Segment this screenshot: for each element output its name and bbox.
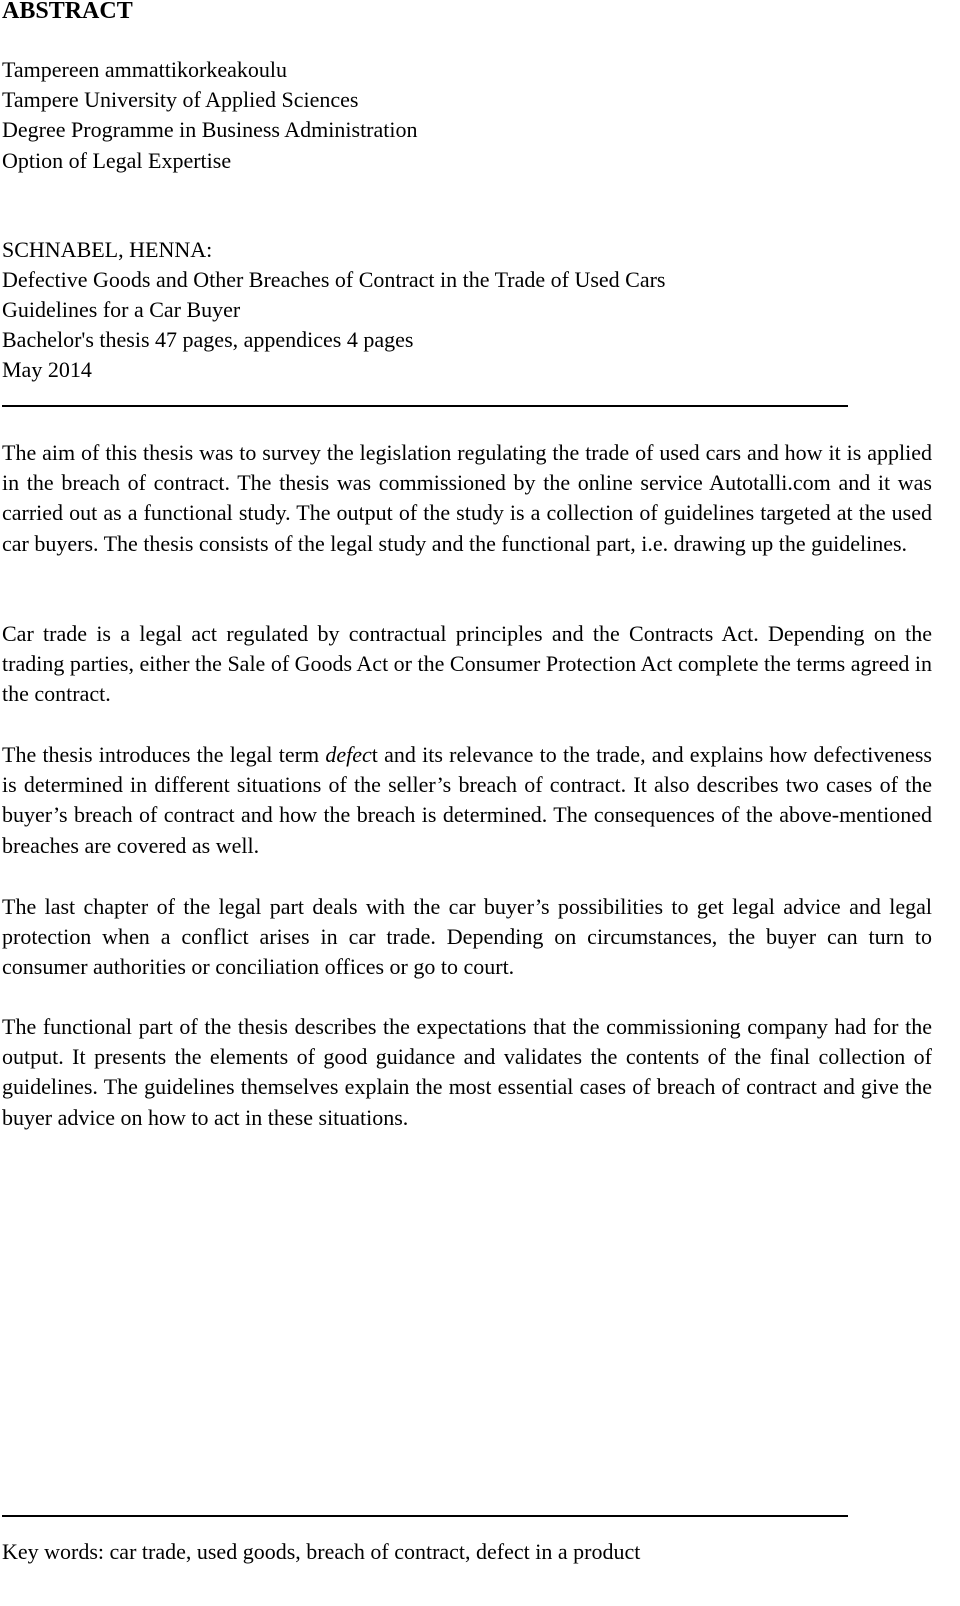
abstract-paragraph-4: The last chapter of the legal part deals with the car buyer’s possibilities to get legal advice and legal protection when a conflict arises in car trade. Depending on circumstances, the buyer can turn to consumer authorities or conciliation offices or go to court.: [2, 894, 932, 980]
thesis-extent: Bachelor's thesis 47 pages, appendices 4 pages: [2, 327, 414, 352]
abstract-heading: ABSTRACT: [2, 0, 133, 24]
p3-text-after: t and its relevance to the trade, and explains how defectiveness is determined in different situations of the seller’s breach of contract. It also describes two cases of the buyer’s breach of contract and how the breach is determined. The consequences of the above-mentioned breaches are covered as well.: [2, 742, 932, 858]
thesis-meta-block: [2, 325, 932, 385]
abstract-paragraph-2: Car trade is a legal act regulated by contractual principles and the Contracts Act. Depending on the trading parties, either the Sale of Goods Act or the Consumer Protection Act complete the terms agreed in the contract.: [2, 621, 932, 707]
abstract-paragraph-1: The aim of this thesis was to survey the legislation regulating the trade of used cars and how it is applied in the breach of contract. The thesis was commissioned by the online service Autotalli.com and it was carried out as a functional study. The output of the study is a collection of guidelines targeted at the used car buyers. The thesis consists of the legal study and the functional part, i.e. drawing up the guidelines.: [2, 440, 932, 556]
thesis-date: May 2014: [2, 357, 92, 383]
institution-name-en: Tampere University of Applied Sciences: [2, 87, 359, 113]
degree-programme: Degree Programme in Business Administration: [2, 117, 418, 143]
thesis-subtitle: Guidelines for a Car Buyer: [2, 297, 241, 323]
header-divider: [2, 405, 848, 407]
institution-block: [2, 55, 932, 176]
p3-emphasis-defect: defec: [325, 742, 372, 767]
thesis-title-block: [2, 235, 932, 326]
abstract-paragraph-3: [2, 740, 932, 861]
keywords-line: Key words: car trade, used goods, breach of contract, defect in a product: [2, 1539, 641, 1564]
programme-option: Option of Legal Expertise: [2, 147, 232, 173]
abstract-paragraph-5: The functional part of the thesis describes the expectations that the commissioning company had for the output. It presents the elements of good guidance and validates the contents of the final collection of guidelines. The guidelines themselves explain the most essential cases of breach of contract and give the buyer advice on how to act in these situations.: [2, 1014, 932, 1130]
footer-divider: [2, 1515, 848, 1517]
thesis-author: SCHNABEL, HENNA:: [2, 237, 213, 262]
p3-text-before: The thesis introduces the legal term: [2, 742, 326, 767]
thesis-title: Defective Goods and Other Breaches of Contract in the Trade of Used Cars: [2, 267, 666, 293]
institution-name-fi: Tampereen ammattikorkeakoulu: [2, 57, 287, 82]
